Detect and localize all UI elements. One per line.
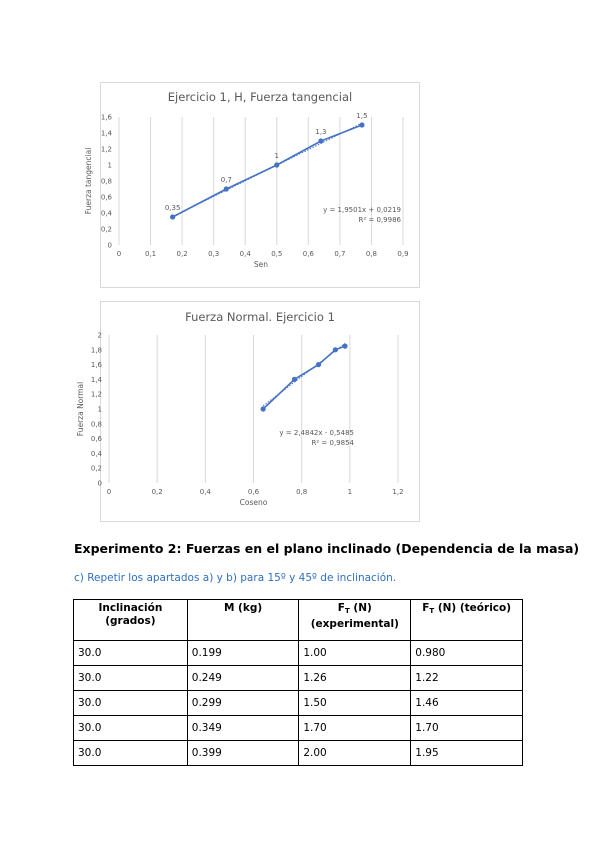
x-axis-title: Coseno (239, 498, 268, 507)
x-tick-label: 0,4 (239, 250, 251, 258)
data-point (318, 138, 323, 143)
header-ft-teorico: $F_T$ (N) (teórico) (411, 600, 523, 641)
cell-ft-teorico: 1.22 (411, 666, 523, 691)
cell-masa: 0.299 (187, 691, 299, 716)
x-tick-label: 0,1 (144, 250, 157, 258)
x-tick-label: 0,6 (302, 250, 314, 258)
y-tick-label: 0 (97, 479, 102, 488)
chart-fuerza-tangencial (84, 82, 420, 288)
x-tick-label: 0,6 (247, 488, 260, 496)
data-point (359, 122, 364, 127)
chart-fuerza-tangencial-svg (84, 83, 419, 287)
chart-fuerza-normal-svg (76, 302, 419, 521)
cell-ft-experimental: 1.50 (299, 691, 411, 716)
x-tick-label: 0,8 (296, 488, 308, 496)
y-tick-label: 1,2 (100, 145, 112, 154)
chart-title: Ejercicio 1, H, Fuerza tangencial (167, 90, 353, 104)
y-tick-label: 1 (107, 161, 112, 170)
x-tick-label: 0 (116, 250, 122, 258)
table-row (74, 666, 523, 691)
cell-ft-experimental: 1.70 (299, 716, 411, 741)
x-tick-label: 0,5 (271, 250, 283, 258)
x-tick-label: 0,7 (334, 250, 346, 258)
x-tick-label: 1,2 (392, 488, 404, 496)
data-point (274, 162, 279, 167)
y-tick-label: 1,6 (90, 361, 102, 370)
y-tick-label: 0,2 (100, 225, 112, 234)
cell-masa: 0.399 (187, 741, 299, 766)
y-tick-label: 0,4 (90, 449, 102, 458)
y-tick-label: 1,8 (90, 346, 102, 355)
data-point (170, 214, 175, 219)
header-ft-experimental: $F_T$ (N) (experimental) (299, 600, 411, 641)
header-inclinacion: Inclinación (grados) (74, 600, 188, 641)
y-tick-label: 1,2 (90, 390, 102, 399)
r-squared: R² = 0,9986 (358, 216, 401, 224)
y-tick-label: 1 (97, 405, 102, 414)
cell-masa: 0.349 (187, 716, 299, 741)
x-tick-label: 0,8 (365, 250, 378, 258)
cell-ft-experimental: 1.26 (299, 666, 411, 691)
cell-ft-experimental: 2.00 (299, 741, 411, 766)
data-point (342, 344, 347, 349)
y-tick-label: 0,8 (100, 177, 112, 186)
header-masa: M (kg) (187, 600, 299, 641)
table-row (74, 691, 523, 716)
y-tick-label: 0,2 (90, 464, 102, 473)
table-row (74, 716, 523, 741)
x-tick-label: 0,3 (208, 250, 220, 258)
data-point (292, 377, 297, 382)
chart-fuerza-normal (76, 301, 420, 522)
chart-title: Fuerza Normal. Ejercicio 1 (185, 310, 335, 324)
x-tick-label: 1 (347, 488, 353, 496)
y-axis-title: Fuerza tangencial (84, 147, 93, 215)
data-point (333, 347, 338, 352)
cell-inclinacion: 30.0 (74, 641, 188, 666)
cell-ft-teorico: 1.95 (411, 741, 523, 766)
y-tick-label: 0,6 (100, 193, 112, 202)
cell-ft-experimental: 1.00 (299, 641, 411, 666)
data-label: 0,35 (164, 204, 181, 212)
data-label: 1 (274, 152, 280, 160)
y-tick-label: 1,6 (100, 113, 112, 122)
cell-ft-teorico: 1.70 (411, 716, 523, 741)
results-table (73, 599, 523, 766)
cell-inclinacion: 30.0 (74, 691, 188, 716)
x-tick-label: 0,2 (151, 488, 163, 496)
r-squared: R² = 0,9854 (311, 439, 354, 447)
x-tick-label: 0,2 (176, 250, 188, 258)
cell-masa: 0.249 (187, 666, 299, 691)
data-point (224, 186, 229, 191)
table-row (74, 741, 523, 766)
y-tick-label: 0,6 (90, 435, 102, 444)
x-tick-label: 0,4 (199, 488, 211, 496)
instruction-subtitle: c) Repetir los apartados a) y b) para 15º y 45º de inclinación. (74, 572, 397, 584)
trendline-equation: y = 2,4842x - 0,5485 (279, 429, 354, 437)
cell-inclinacion: 30.0 (74, 716, 188, 741)
y-tick-label: 0 (107, 241, 112, 250)
trendline-equation: y = 1,9501x + 0,0219 (323, 206, 401, 214)
x-tick-label: 0,9 (397, 250, 409, 258)
table-header-row (74, 600, 523, 641)
cell-ft-teorico: 1.46 (411, 691, 523, 716)
data-point (316, 362, 321, 367)
y-tick-label: 1,4 (90, 375, 102, 384)
cell-inclinacion: 30.0 (74, 666, 188, 691)
data-label: 0,7 (220, 176, 232, 184)
y-tick-label: 0,4 (100, 209, 112, 218)
cell-ft-teorico: 0.980 (411, 641, 523, 666)
x-tick-label: 0 (106, 488, 112, 496)
cell-masa: 0.199 (187, 641, 299, 666)
y-tick-label: 2 (97, 331, 102, 340)
y-axis-title: Fuerza Normal (76, 381, 85, 437)
data-label: 1,3 (315, 128, 327, 136)
data-point (261, 406, 266, 411)
y-tick-label: 0,8 (90, 420, 102, 429)
table-row (74, 641, 523, 666)
data-label: 1,5 (356, 112, 368, 120)
series-line (263, 346, 345, 409)
section-title: Experimento 2: Fuerzas en el plano inclinado (Dependencia de la masa) (74, 541, 580, 556)
y-tick-label: 1,4 (100, 129, 112, 138)
x-axis-title: Sen (253, 260, 269, 269)
cell-inclinacion: 30.0 (74, 741, 188, 766)
